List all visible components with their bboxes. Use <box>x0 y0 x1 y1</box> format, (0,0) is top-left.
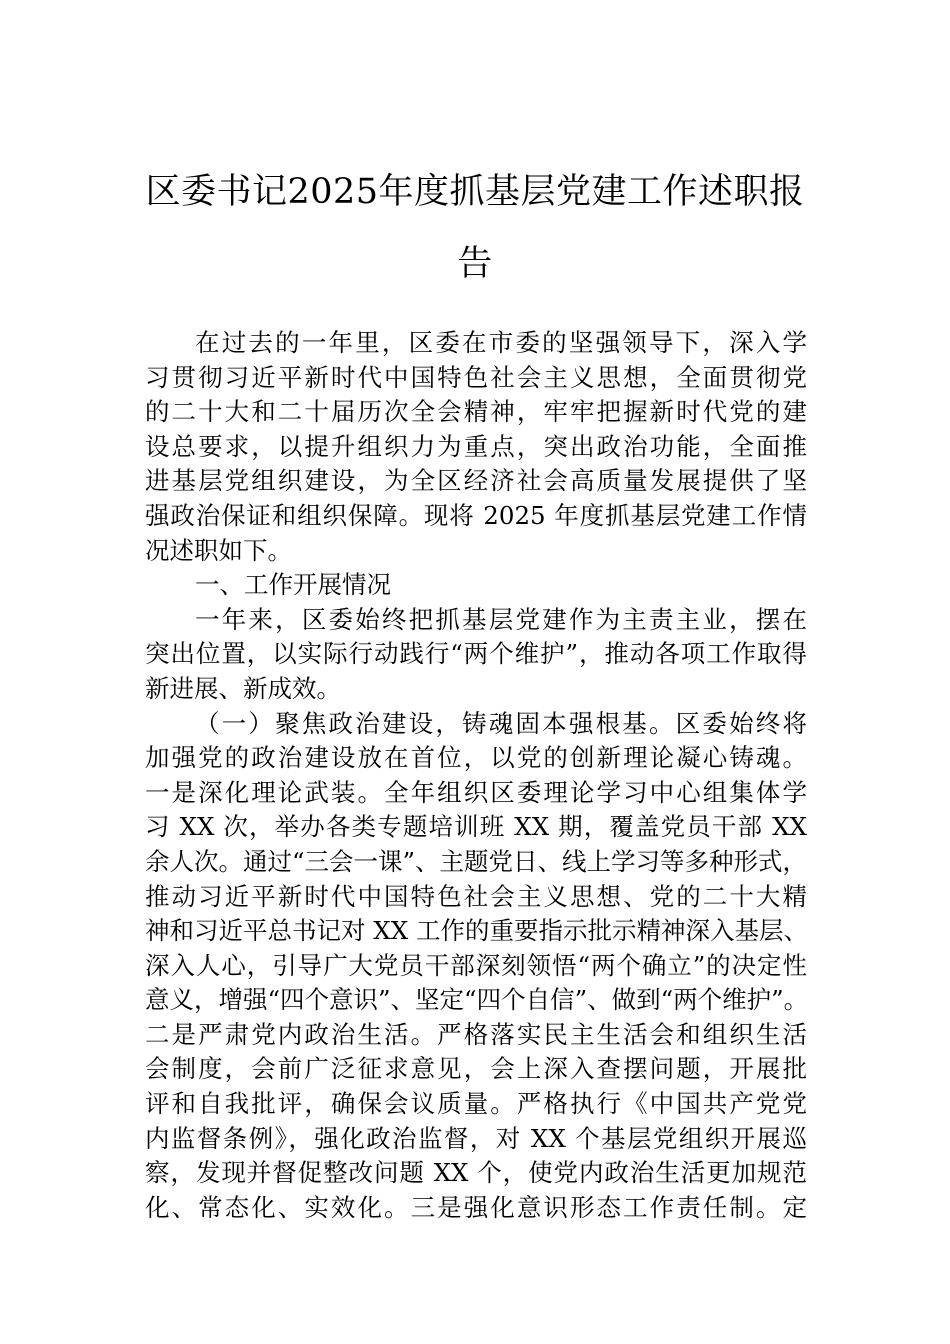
text-line: 评和自我批评，确保会议质量。严格执行《中国共产党党 <box>145 1089 807 1119</box>
text-line: 新进展、新成效。 <box>145 673 341 703</box>
text-line: 况述职如下。 <box>145 535 292 565</box>
text-line: 一年来，区委始终把抓基层党建作为主责主业，摆在 <box>195 604 807 634</box>
text-line: 一是深化理论武装。全年组织区委理论学习中心组集体学 <box>145 777 807 807</box>
text-line: 习 XX 次，举办各类专题培训班 XX 期，覆盖党员干部 XX <box>145 812 807 842</box>
text-line: 察，发现并督促整改问题 XX 个，使党内政治生活更加规范 <box>145 1158 807 1188</box>
document-body <box>145 326 807 1225</box>
text-line: 内监督条例》，强化政治监督，对 XX 个基层党组织开展巡 <box>145 1123 807 1153</box>
text-line: 余人次。通过“三会一课”、主题党日、线上学习等多种形式， <box>145 846 808 876</box>
text-line: 突出位置，以实际行动践行“两个维护”，推动各项工作取得 <box>145 639 807 669</box>
text-line: 一、工作开展情况 <box>195 570 391 600</box>
paragraph <box>145 707 807 1226</box>
document-title-line-1: 区委书记2025年度抓基层党建工作述职报 <box>145 172 805 212</box>
paragraph <box>145 326 807 568</box>
text-line: 深入人心，引导广大党员干部深刻领悟“两个确立”的决定性 <box>145 950 807 980</box>
text-line: 二是严肃党内政治生活。严格落实民主生活会和组织生活 <box>145 1019 807 1049</box>
document-title-line-2: 告 <box>457 244 493 284</box>
text-line: 推动习近平新时代中国特色社会主义思想、党的二十大精 <box>145 881 807 911</box>
paragraph <box>145 603 807 707</box>
text-line: 神和习近平总书记对 XX 工作的重要指示批示精神深入基层、 <box>145 916 808 946</box>
text-line: 强政治保证和组织保障。现将 2025 年度抓基层党建工作情 <box>145 500 807 530</box>
paragraph <box>145 568 807 603</box>
text-line: 在过去的一年里，区委在市委的坚强领导下，深入学 <box>195 328 807 357</box>
text-line: 会制度，会前广泛征求意见，会上深入查摆问题，开展批 <box>145 1054 807 1084</box>
text-line: （一）聚焦政治建设，铸魂固本强根基。区委始终将 <box>195 708 807 738</box>
text-line: 的二十大和二十届历次全会精神，牢牢把握新时代党的建 <box>145 397 807 427</box>
text-line: 进基层党组织建设，为全区经济社会高质量发展提供了坚 <box>145 466 807 496</box>
text-line: 化、常态化、实效化。三是强化意识形态工作责任制。定 <box>145 1192 807 1222</box>
text-line: 加强党的政治建设放在首位，以党的创新理论凝心铸魂。 <box>145 743 807 773</box>
text-line: 习贯彻习近平新时代中国特色社会主义思想，全面贯彻党 <box>145 362 807 392</box>
text-line: 意义，增强“四个意识”、坚定“四个自信”、做到“两个维护”。 <box>145 985 809 1015</box>
text-line: 设总要求，以提升组织力为重点，突出政治功能，全面推 <box>145 431 807 461</box>
